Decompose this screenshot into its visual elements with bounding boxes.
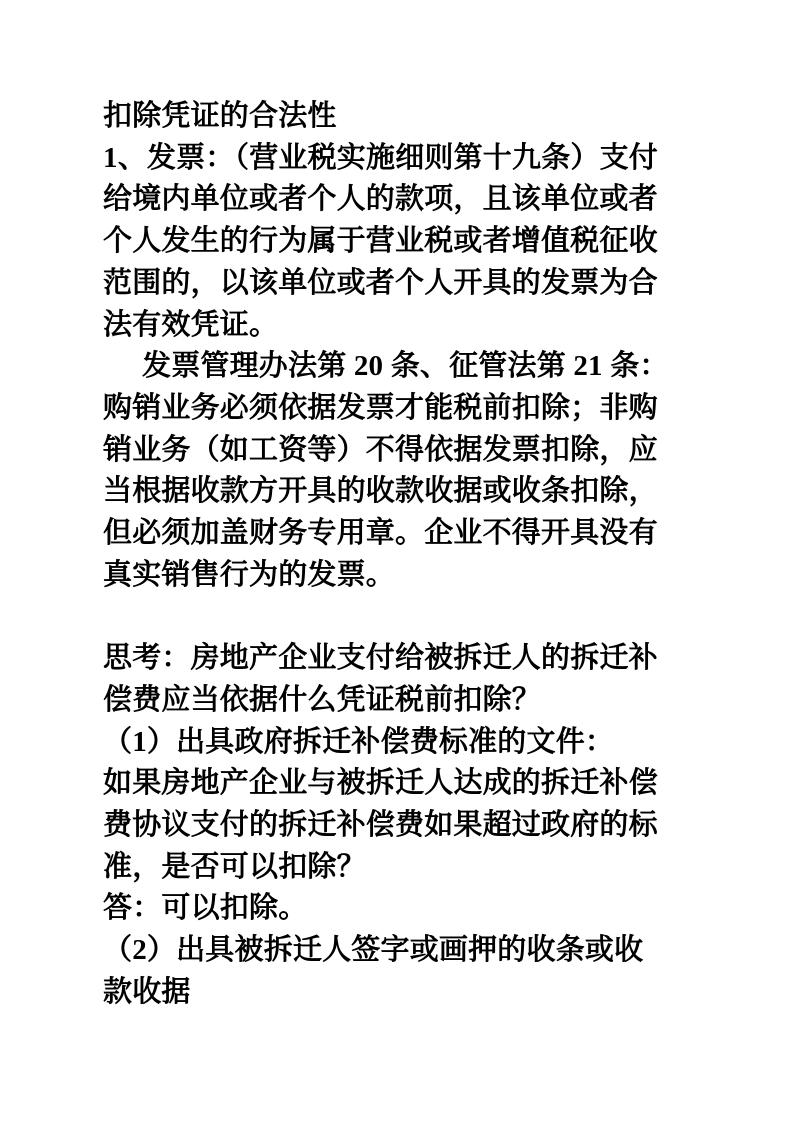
doc-line: 法有效凭证。 xyxy=(103,308,279,341)
doc-line: 给境内单位或者个人的款项，且该单位或者 xyxy=(103,183,658,216)
doc-line: 偿费应当依据什么凭证税前扣除？ xyxy=(103,683,542,716)
doc-line: 范围的，以该单位或者个人开具的发票为合 xyxy=(103,266,658,299)
text-block xyxy=(103,96,688,1013)
doc-line: 当根据收款方开具的收款收据或收条扣除， xyxy=(103,475,658,508)
doc-line: 真实销售行为的发票。 xyxy=(103,558,396,591)
doc-line: 如果房地产企业与被拆迁人达成的拆迁补偿 xyxy=(103,767,658,800)
doc-line: 个人发生的行为属于营业税或者增值税征收 xyxy=(103,225,658,258)
doc-line: （1）出具政府拆迁补偿费标准的文件： xyxy=(103,725,615,758)
doc-line: 答：可以扣除。 xyxy=(103,892,308,925)
doc-line: 发票管理办法第 20 条、征管法第 21 条： xyxy=(142,350,669,383)
doc-line: 购销业务必须依据发票才能税前扣除；非购 xyxy=(103,391,658,424)
doc-title: 扣除凭证的合法性 xyxy=(103,100,337,132)
doc-line: 但必须加盖财务专用章。企业不得开具没有 xyxy=(103,517,658,550)
doc-line: 准，是否可以扣除？ xyxy=(103,850,366,883)
doc-line: 1、发票：（营业税实施细则第十九条）支付 xyxy=(103,141,659,174)
doc-line: （2）出具被拆迁人签字或画押的收条或收 xyxy=(103,934,644,967)
blank-line xyxy=(103,596,688,638)
doc-line: 思考：房地产企业支付给被拆迁人的拆迁补 xyxy=(103,642,658,675)
doc-line: 费协议支付的拆迁补偿费如果超过政府的标 xyxy=(103,808,658,841)
doc-line: 款收据 xyxy=(103,975,191,1008)
doc-line: 销业务（如工资等）不得依据发票扣除，应 xyxy=(103,433,658,466)
